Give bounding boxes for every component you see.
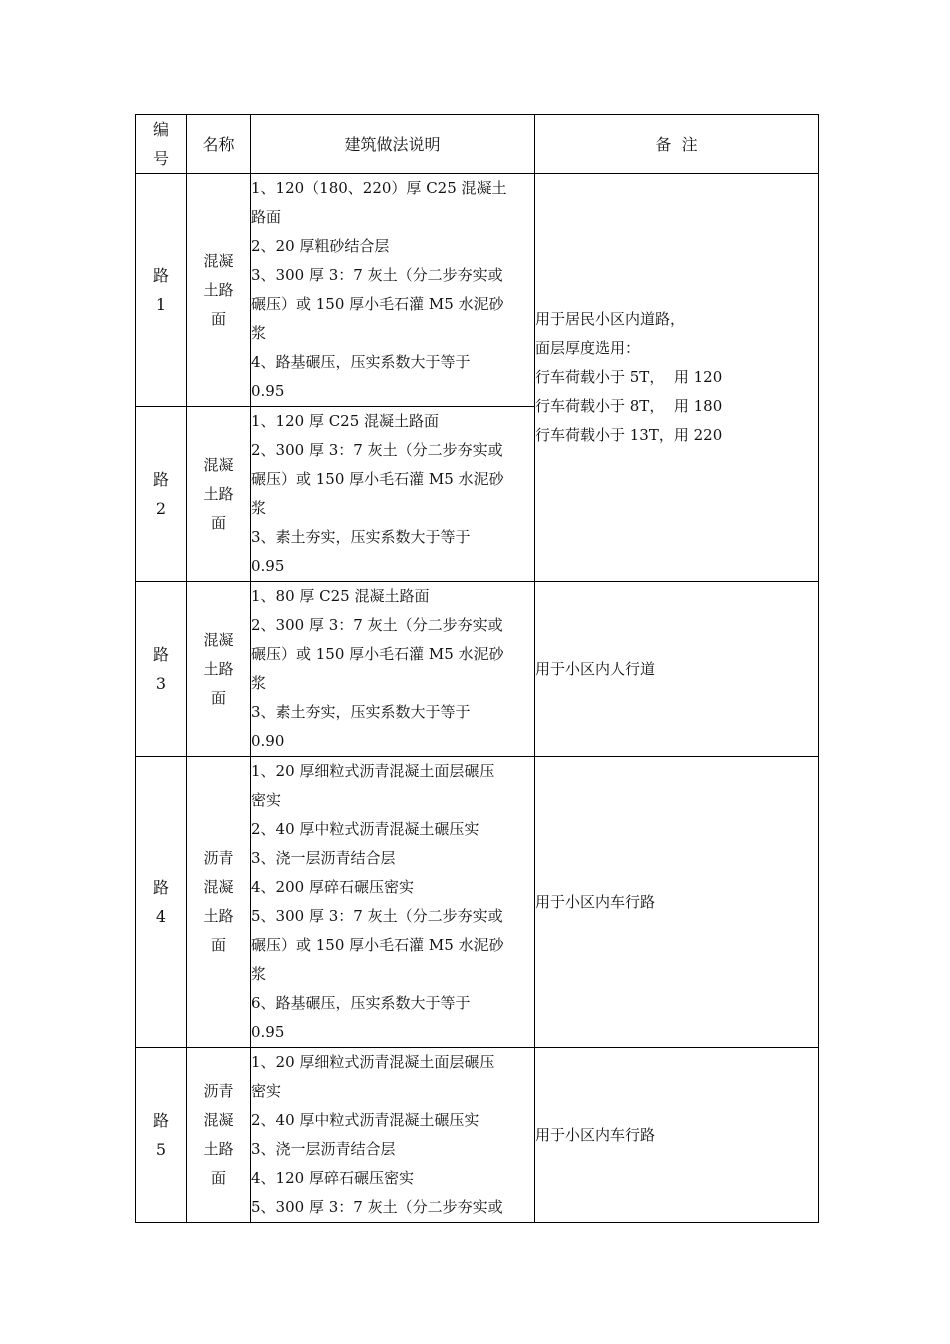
row-id [136,757,187,1048]
method-line: 碾压）或 150 厚小毛石灌 M5 水泥砂 [251,936,504,954]
row-name-line: 混凝 [203,630,234,649]
row-name [187,1048,251,1223]
row-id [136,407,187,582]
method-line: 4、120 厚碎石碾压密实 [251,1169,414,1187]
row-name-line: 混凝 [203,251,234,270]
method-line: 4、200 厚碎石碾压密实 [251,878,414,896]
row-id-line: 路 [152,878,169,897]
row-method [251,1048,535,1223]
method-line: 2、40 厚中粒式沥青混凝土碾压实 [251,820,480,838]
method-line: 3、300 厚 3：7 灰土（分二步夯实或 [251,266,503,284]
row-name [187,582,251,757]
row-method [251,757,535,1048]
row-note [535,757,819,1048]
method-line: 3、浇一层沥青结合层 [251,849,396,867]
note-line: 用于居民小区内道路， [535,310,686,328]
row-name-line: 土路 [203,484,234,503]
method-line: 5、300 厚 3：7 灰土（分二步夯实或 [251,907,503,925]
row-id-line: 4 [155,907,167,926]
method-line: 密实 [251,791,282,809]
method-line: 3、素土夯实，压实系数大于等于 [251,703,471,721]
method-line: 2、20 厚粗砂结合层 [251,237,390,255]
method-line: 路面 [251,208,282,226]
method-line: 3、素土夯实，压实系数大于等于 [251,528,471,546]
row-name-line: 混凝 [203,878,234,896]
method-line: 1、80 厚 C25 混凝土路面 [251,587,430,605]
row-name-line: 面 [210,309,226,328]
row-id-line: 3 [155,674,167,693]
method-line: 0.95 [251,1023,285,1041]
method-line: 6、路基碾压，压实系数大于等于 [251,994,471,1012]
row-name-line: 混凝 [203,455,234,474]
row-name-line: 混凝 [203,1111,234,1129]
header-name: 名称 [187,115,251,174]
method-line: 密实 [251,1082,282,1100]
header-id-line: 号 [152,149,169,168]
row-id-line: 路 [152,645,169,664]
method-line: 浆 [251,965,267,983]
row-id-line: 1 [155,295,167,314]
row-name-line: 土路 [203,1140,234,1158]
method-line: 0.95 [251,382,285,400]
row-name-line: 面 [210,513,226,532]
method-line: 2、300 厚 3：7 灰土（分二步夯实或 [251,441,503,459]
method-line: 2、300 厚 3：7 灰土（分二步夯实或 [251,616,503,634]
table-row [136,757,819,1048]
note-line: 用于小区内人行道 [535,659,656,678]
method-line: 浆 [251,499,267,517]
table-row [136,1048,819,1223]
method-line: 2、40 厚中粒式沥青混凝土碾压实 [251,1111,480,1129]
row-method [251,407,535,582]
method-line: 碾压）或 150 厚小毛石灌 M5 水泥砂 [251,470,504,488]
row-name-line: 面 [210,688,226,707]
row-name-line: 土路 [203,907,234,925]
note-line: 用于小区内车行路 [535,1125,656,1144]
table-row [136,582,819,757]
row-name-line: 面 [210,1169,226,1187]
method-line: 0.95 [251,557,285,575]
row-name [187,757,251,1048]
row-name [187,174,251,407]
row-note-shared [535,174,819,582]
header-id-line: 编 [152,120,169,139]
header-note: 备 注 [535,115,819,174]
row-id [136,582,187,757]
row-name-line: 沥青 [203,1082,234,1100]
row-id [136,174,187,407]
note-line: 用于小区内车行路 [535,892,656,911]
row-name-line: 土路 [203,659,234,678]
row-id-line: 5 [155,1140,167,1159]
note-line: 面层厚度选用： [535,339,641,357]
construction-spec-table [135,114,819,1223]
method-line: 1、120（180、220）厚 C25 混凝土 [251,179,507,197]
table-header-row [136,115,819,174]
method-line: 1、20 厚细粒式沥青混凝土面层碾压 [251,1053,495,1071]
row-id-line: 路 [152,266,169,285]
method-line: 浆 [251,324,267,342]
method-line: 1、120 厚 C25 混凝土路面 [251,412,440,430]
row-id-line: 2 [155,499,167,518]
row-name-line: 面 [210,936,226,954]
method-line: 1、20 厚细粒式沥青混凝土面层碾压 [251,762,495,780]
header-method: 建筑做法说明 [251,115,535,174]
table-row [136,174,819,407]
method-line: 碾压）或 150 厚小毛石灌 M5 水泥砂 [251,295,504,313]
row-name-line: 土路 [203,280,234,299]
row-id-line: 路 [152,470,169,489]
note-line: 行车荷载小于 8T， 用 180 [535,397,723,415]
note-line: 行车荷载小于 13T，用 220 [535,426,723,444]
row-id-line: 路 [152,1111,169,1130]
row-note [535,582,819,757]
row-id [136,1048,187,1223]
method-line: 4、路基碾压，压实系数大于等于 [251,353,471,371]
method-line: 3、浇一层沥青结合层 [251,1140,396,1158]
note-line: 行车荷载小于 5T， 用 120 [535,368,723,386]
row-method [251,582,535,757]
method-line: 浆 [251,674,267,692]
method-line: 碾压）或 150 厚小毛石灌 M5 水泥砂 [251,645,504,663]
row-method [251,174,535,407]
method-line: 0.90 [251,732,285,750]
row-name-line: 沥青 [203,849,234,867]
header-id [136,115,187,174]
row-note [535,1048,819,1223]
row-name [187,407,251,582]
method-line: 5、300 厚 3：7 灰土（分二步夯实或 [251,1198,503,1216]
